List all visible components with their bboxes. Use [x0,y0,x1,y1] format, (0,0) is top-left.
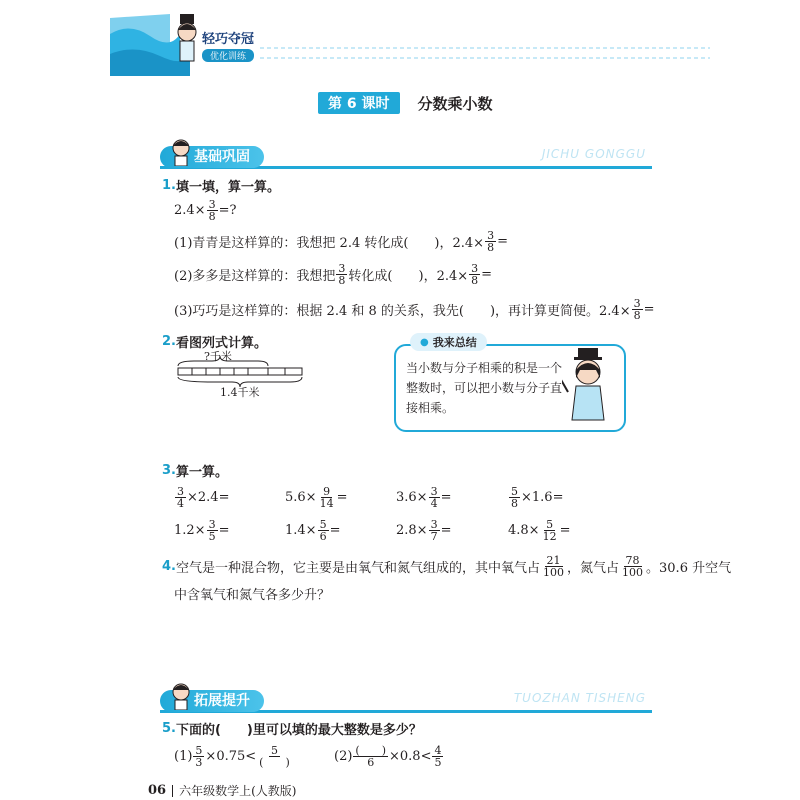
q2-bottom-label: 1.4千米 [220,386,260,399]
header-banner [110,14,800,76]
section-extension [160,690,652,712]
q1-sub3: (3)巧巧是这样算的：根据 2.4 和 8 的关系，我先( )，再计算更简便。2.4× $\frac{3}{8}$ = [174,297,655,322]
q4-line2: 中含氧气和氮气各多少升？ [174,588,331,603]
q3-heading: 3. 算一算。 [162,463,228,480]
fraction: $\frac{3}{8}$ [208,198,216,223]
q2-bar-diagram [172,348,312,398]
child-avatar-icon [170,682,192,710]
q3-item: 2.8× $\frac{3}{7}$ = [396,518,452,543]
section-extension-title: 拓展提升 [160,690,264,712]
q3-item: 5.6× $\frac{9}{14}$ = [285,485,348,510]
lesson-title-row [318,92,493,114]
chat-bubble-icon: ● [420,336,429,348]
section-basic [160,146,652,168]
book-title: 六年级数学上 [179,784,252,798]
q3-item: $\frac{5}{8}$ ×1.6= [511,485,564,510]
section-basic-title: 基础巩固 [160,146,264,168]
q5-part2: (2) $\frac{( )}{6}$ ×0.8< $\frac{4}{5}$ [334,744,442,769]
section-extension-en: TUOZHAN TISHENG [513,691,646,705]
q3-item: 1.4× $\frac{5}{6}$ = [285,518,341,543]
footer [148,782,296,799]
q2-top-label: ?千米 [204,350,232,363]
q3-item: 1.2× $\frac{3}{5}$ = [174,518,230,543]
q1-sub1: (1)青青是这样算的：我想把 2.4 转化成( )，2.4× $\frac{3}{8}$ = [174,229,508,254]
footer-divider [172,785,173,797]
section-basic-en: JICHU GONGGU [541,147,646,161]
summary-text: 当小数与分子相乘的积是一个 整数时，可以把小数与分子直 接相乘。 [406,361,563,415]
q4-line1: 4. 空气是一种混合物，它主要是由氧气和氮气组成的，其中氧气占 $\frac{21}{100}$ ，氮气占 $\frac{78}{100}$ 。30.6 升空气 [162,554,732,579]
q2-heading: 2. 看图列式计算。 [162,334,267,351]
lesson-title: 分数乘小数 [417,94,493,113]
child-avatar-icon [170,138,192,166]
q1-expression: 2.4× $\frac{3}{8}$ =? [174,198,237,223]
summary-box [394,344,626,432]
q3-item: $\frac{3}{4}$ ×2.4= [177,485,230,510]
q1-heading: 1. 填一填，算一算。 [162,178,280,195]
mascot-icon [172,14,202,66]
q3-item: 3.6× $\frac{3}{4}$ = [396,485,452,510]
q3-item: 4.8× $\frac{5}{12}$ = [508,518,571,543]
brand-logo: 轻巧夺冠 [202,32,255,47]
brand-subtitle: 优化训练 [202,49,254,62]
summary-title-tag: ● 我来总结 [410,333,487,351]
book-edition: (人教版) [251,784,297,798]
q5-heading: 5. 下面的( )里可以填的最大整数是多少？ [162,721,422,738]
teacher-mascot-icon [562,348,614,426]
page-number: 06 [148,783,167,798]
q1-sub2: (2)多多是这样算的：我想把 $\frac{3}{8}$ 转化成( )，2.4× $\frac{3}{8}$ = [174,262,493,287]
lesson-badge: 第 6 课时 [318,92,400,114]
q5-part1: (1) $\frac{5}{3}$ ×0.75< $\frac{5}{( )}$ [174,744,290,769]
